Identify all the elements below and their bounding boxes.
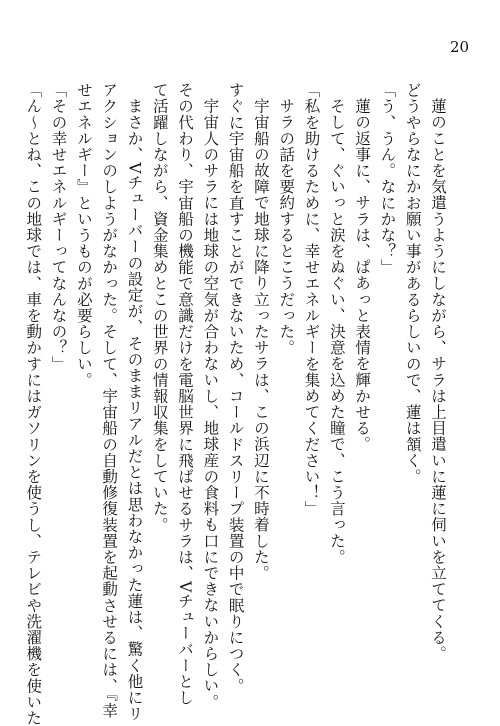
- text-line: 「う、うん。なにかな？」: [378, 82, 397, 276]
- text-line: 蓮のことを気遣うようにしながら、サラは上目遣いに蓮に伺いを立ててくる。: [429, 97, 447, 661]
- text-line: どうやらなにかお願い事があるらしいので、蓮は頷く。: [403, 82, 422, 485]
- text-line: まさか、Vチューバーの設定が、そのままリアルだとは思わなかった蓮は、驚く他にリ: [125, 97, 144, 722]
- text-line: 「ん～とね、この地球では、車を動かすにはガソリンを使うし、テレビや洗濯機を使いた: [24, 82, 43, 726]
- page-number: 20: [450, 38, 470, 56]
- text-line: アクションのしようがなかった。そして、宇宙船の自動修復装置を起動させるには、『幸: [100, 82, 119, 719]
- text-line: 宇宙船の故障で地球に降り立ったサラは、この浜辺に不時着した。: [251, 97, 270, 581]
- text-line: そして、ぐいっと涙をぬぐい、決意を込めた瞳で、こう言った。: [327, 97, 346, 565]
- text-line: 「私を助けるために、幸せエネルギーを集めてください！」: [302, 82, 321, 517]
- text-line: て活躍しながら、資金集めとこの世界の情報収集をしていた。: [150, 82, 169, 533]
- text-line: 宇宙人のサラには地球の空気が合わないし、地球産の食料も口にできないからしい。: [201, 97, 220, 710]
- text-line: その代わり、宇宙船の機能で意識だけを電脳世界に飛ばせるサラは、Vチューバーとし: [176, 82, 195, 706]
- text-line: せエネルギー』というものが必要らしい。: [74, 82, 93, 388]
- text-line: 「その幸せエネルギーってなんなの？」: [49, 82, 68, 372]
- body-text: [24, 82, 450, 726]
- text-line: サラの話を要約するとこうだった。: [277, 97, 296, 356]
- text-line: すぐに宇宙船を直すことができないため、コールドスリープ装置の中で眠りにつく。: [226, 82, 245, 694]
- text-line: 蓮の返事に、サラは、ぱあっと表情を輝かせる。: [353, 97, 372, 452]
